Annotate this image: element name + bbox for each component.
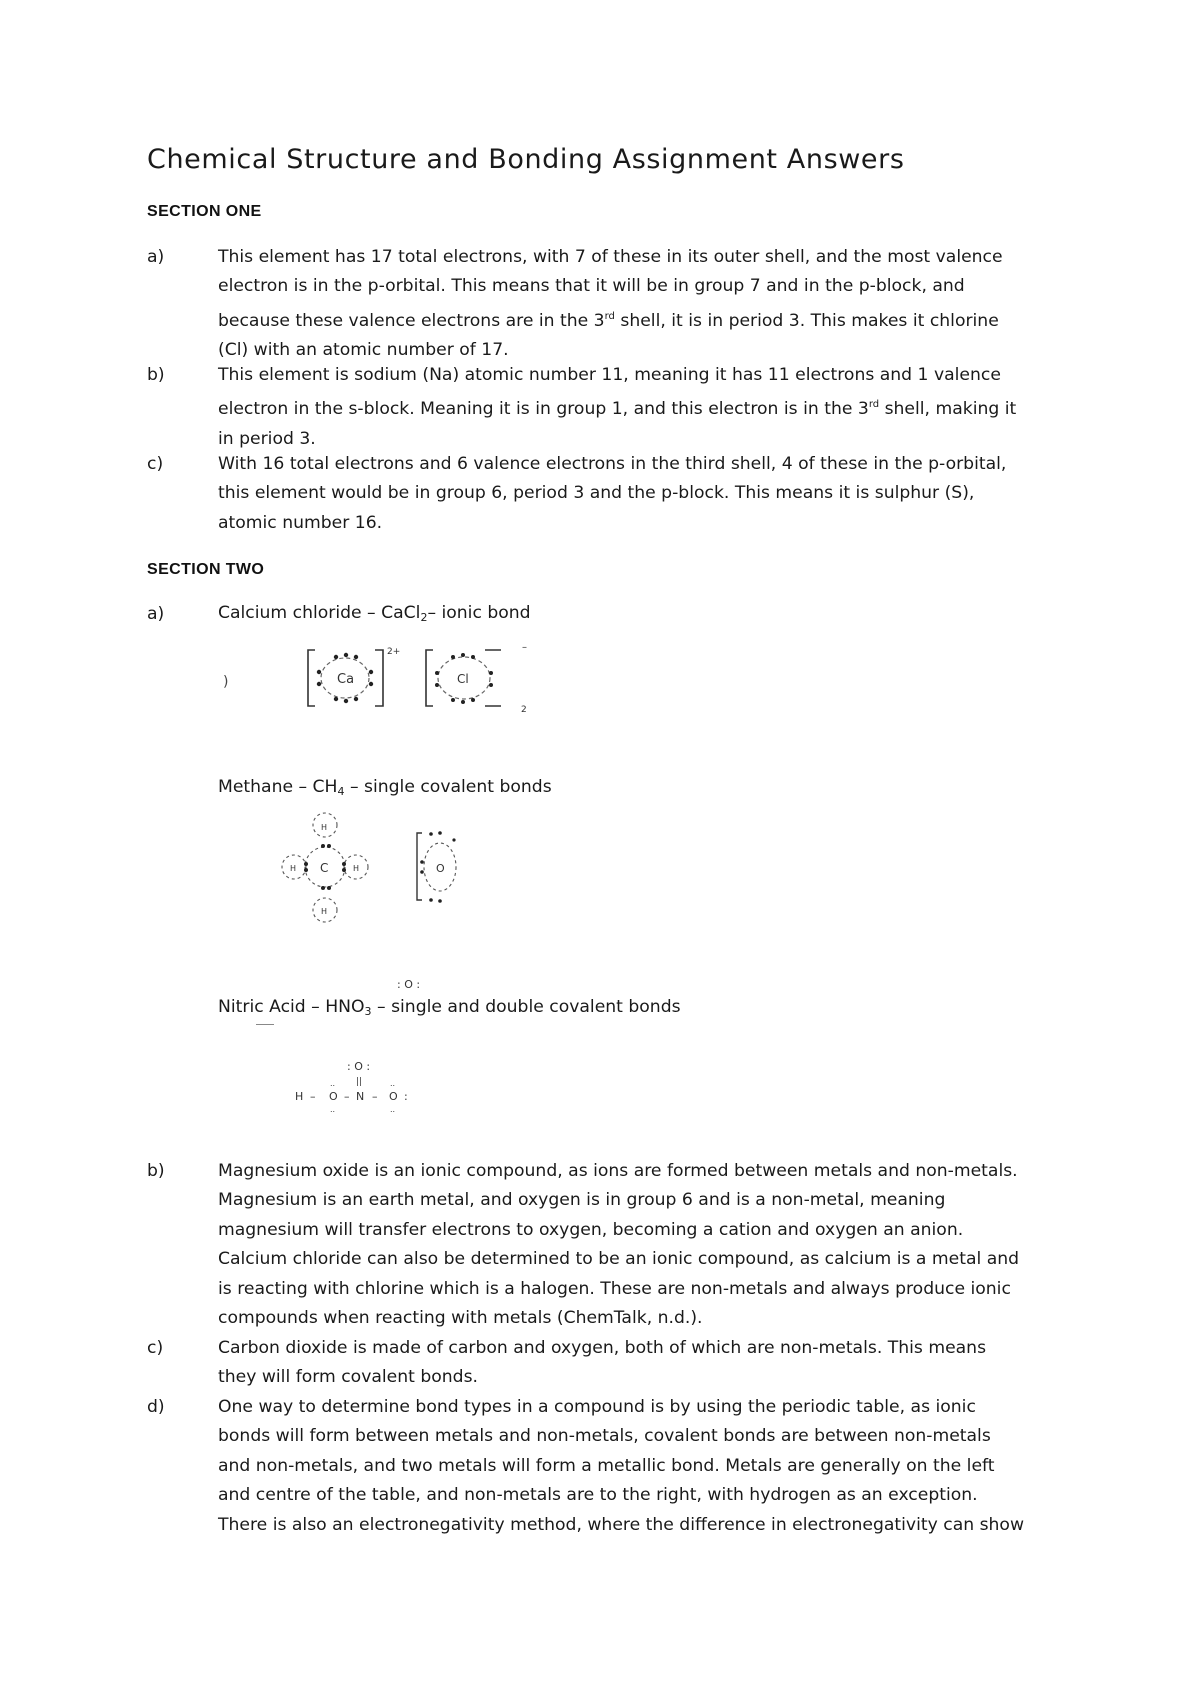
text-line: compounds when reacting with metals (ChemTalk, n.d.). xyxy=(218,1308,703,1329)
ca-symbol: Ca xyxy=(337,672,355,687)
section-one-heading: SECTION ONE xyxy=(147,203,262,220)
nitric-acid-underline-mark xyxy=(256,1024,274,1025)
section-two-item-d xyxy=(147,1393,1077,1540)
ca-charge: 2+ xyxy=(387,647,401,657)
section-two-item-c xyxy=(147,1334,1077,1393)
text-line: With 16 total electrons and 6 valence electrons in the third shell, 4 of these in the p-orbital, xyxy=(218,454,1007,474)
text-line: There is also an electronegativity method, where the difference in electronegativity can show xyxy=(218,1514,1024,1535)
text-line: they will form covalent bonds. xyxy=(218,1367,478,1388)
item-label: c) xyxy=(147,1338,164,1358)
text-line: One way to determine bond types in a compound is by using the periodic table, as ionic xyxy=(218,1397,976,1417)
text-line: This element has 17 total electrons, with 7 of these in its outer shell, and the most valence xyxy=(218,247,1003,267)
cl-symbol: Cl xyxy=(457,672,469,686)
text-line: and non-metals, and two metals will form a metallic bond. Metals are generally on the left xyxy=(218,1455,995,1476)
hno3-o1: O xyxy=(329,1090,338,1103)
text-line: magnesium will transfer electrons to oxygen, becoming a cation and oxygen an anion. xyxy=(218,1219,964,1240)
hno3-double-bond: || xyxy=(356,1077,363,1087)
hno3-top-oxygen: : O : xyxy=(347,1060,371,1073)
hno3-end-dots: : xyxy=(404,1090,408,1103)
cl-charge: – xyxy=(522,642,527,653)
text-line: electron is in the p-orbital. This means that it will be in group 7 and in the p-block, and xyxy=(218,276,965,297)
text-line: Carbon dioxide is made of carbon and oxygen, both of which are non-metals. This means xyxy=(218,1338,987,1358)
item-label: b) xyxy=(147,365,165,385)
text-line: because these valence electrons are in the 3rd shell, it is in period 3. This makes it chlorine xyxy=(218,310,999,331)
hno3-dots-o2-top: .. xyxy=(390,1079,396,1088)
nitric-acid-heading: Nitric Acid – $HNO_3$ – single and double covalent bonds xyxy=(218,997,681,1018)
h-top: H xyxy=(321,823,328,832)
cl-bracket-left xyxy=(426,650,433,706)
hno3-lewis-diagram xyxy=(290,1060,450,1120)
c-center: C xyxy=(320,861,329,875)
text-line: this element would be in group 6, period 3 and the p-block. This means it is sulphur (S), xyxy=(218,483,975,504)
section-one-item-a xyxy=(147,243,1077,366)
hno3-h: H xyxy=(295,1090,304,1103)
nitric-acid-stray-text: : O : xyxy=(397,978,421,991)
h-bottom: H xyxy=(321,907,328,916)
methane-heading: Methane – $CH_4$ – single covalent bonds xyxy=(218,777,552,798)
svg-text:O: O xyxy=(436,862,445,875)
section-two-heading: SECTION TWO xyxy=(147,561,265,578)
hno3-dots-o1-bottom: .. xyxy=(330,1105,336,1114)
stray-parenthesis: ) xyxy=(223,674,229,690)
cl-count: 2 xyxy=(521,705,527,715)
cl-bracket-right xyxy=(485,650,501,706)
section-two-item-b xyxy=(147,1157,1077,1333)
hno3-dash-3: – xyxy=(372,1090,378,1103)
ch4-lewis-diagram xyxy=(280,810,480,930)
hno3-dash-1: – xyxy=(310,1090,316,1103)
ca-bracket-left xyxy=(308,650,315,706)
text-line: Magnesium is an earth metal, and oxygen is in group 6 and is a non-metal, meaning xyxy=(218,1190,946,1211)
text-line: electron in the s-block. Meaning it is in group 1, and this electron is in the 3rd shell, making it xyxy=(218,399,1017,420)
calcium-chloride-heading: Calcium chloride – CaCl$_2$– ionic bond xyxy=(218,603,531,624)
text-line: and centre of the table, and non-metals are to the right, with hydrogen as an exception. xyxy=(218,1485,978,1506)
text-line: in period 3. xyxy=(218,428,316,449)
hno3-n: N xyxy=(356,1090,365,1103)
text-line: is reacting with chlorine which is a halogen. These are non-metals and always produce ionic xyxy=(218,1278,1011,1299)
text-line: This element is sodium (Na) atomic number 11, meaning it has 11 electrons and 1 valence xyxy=(218,365,1001,385)
cacl2-lewis-diagram xyxy=(215,640,545,720)
hno3-dots-o2-bottom: .. xyxy=(390,1105,396,1114)
bracket-atom-diagram xyxy=(417,831,456,903)
item-label: a) xyxy=(147,604,165,624)
document-title: Chemical Structure and Bonding Assignment Answers xyxy=(147,144,905,175)
item-label: b) xyxy=(147,1161,165,1181)
text-line: (Cl) with an atomic number of 17. xyxy=(218,340,509,361)
item-label: a) xyxy=(147,247,165,267)
hno3-o2: O xyxy=(389,1090,398,1103)
text-line: bonds will form between metals and non-metals, covalent bonds are between non-metals xyxy=(218,1426,991,1447)
section-one-item-b xyxy=(147,361,1077,454)
text-line: atomic number 16. xyxy=(218,512,383,533)
text-line: Magnesium oxide is an ionic compound, as ions are formed between metals and non-metals. xyxy=(218,1161,1018,1181)
text-line: Calcium chloride can also be determined to be an ionic compound, as calcium is a metal and xyxy=(218,1249,1020,1270)
hno3-dash-2: – xyxy=(344,1090,350,1103)
section-one-item-c xyxy=(147,450,1077,538)
hno3-dots-o1-top: .. xyxy=(330,1079,336,1088)
h-left: H xyxy=(290,864,297,873)
ca-bracket-right xyxy=(375,650,383,706)
h-right: H xyxy=(353,864,360,873)
item-label: d) xyxy=(147,1397,165,1417)
item-label: c) xyxy=(147,454,164,474)
